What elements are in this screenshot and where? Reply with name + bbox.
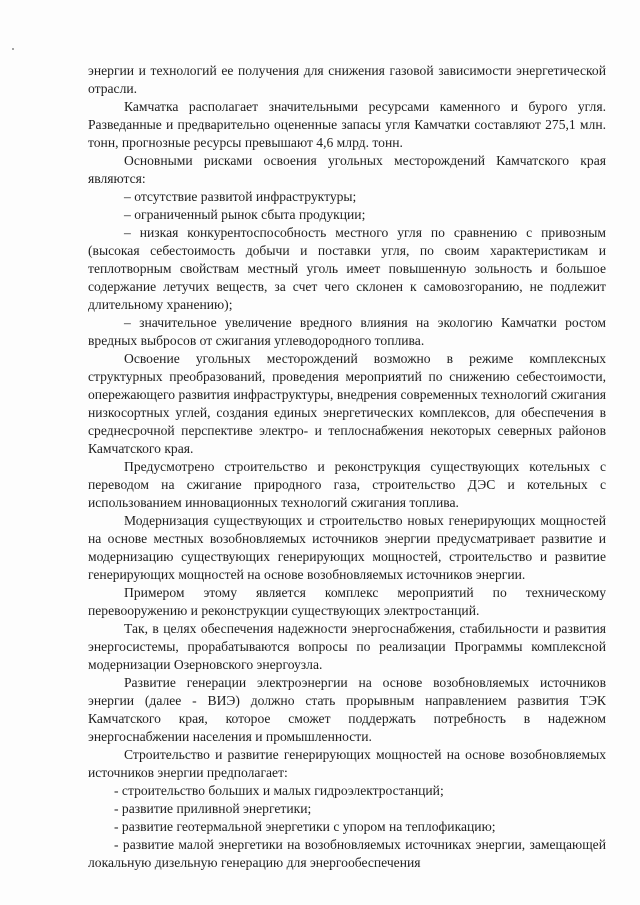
paragraph-risks-intro: Основными рисками освоения угольных месторождений Камчатского края являются:: [88, 153, 606, 186]
paragraph-renewables-intro: Строительство и развитие генерирующих мощностей на основе возобновляемых источников энергии предполагает:: [88, 747, 606, 780]
paragraph-continuation: энергии и технологий ее получения для снижения газовой зависимости энергетической отрасли.: [88, 63, 606, 96]
list-item-risk-competitiveness: – низкая конкурентоспособность местного угля по сравнению с привозным (высокая себестоимость добычи и поставки угля, по своим характеристикам и теплотворным свойствам местный уголь имеет повышенную зольность и большое содержание летучих веществ, за счет чего склонен к самовозгоранию, не подлежит длительному хранению);: [88, 225, 606, 312]
body-text: [88, 62, 606, 872]
list-item-tidal: - развитие приливной энергетики;: [114, 801, 312, 816]
scan-speck: [12, 48, 14, 50]
paragraph-coal-development: Освоение угольных месторождений возможно в режиме комплексных структурных преобразований, проведения мероприятий по снижению себестоимости, опережающего развития инфраструктуры, внедрения современных технологий сжигания низкосортных углей, создания единых энергетических комплексов, для обеспечения в среднесрочной перспективе электро- и теплоснабжения некоторых северных районов Камчатского края.: [88, 351, 606, 456]
paragraph-ozernovsky: Так, в целях обеспечения надежности энергоснабжения, стабильности и развития энергосистемы, прорабатываются вопросы по реализации Программы комплексной модернизации Озерновского энергоузла.: [88, 621, 606, 672]
list-item-risk-ecology: – значительное увеличение вредного влияния на экологию Камчатки ростом вредных выбросов от сжигания углеводородного топлива.: [88, 315, 606, 348]
list-item-risk-market: – ограниченный рынок сбыта продукции;: [124, 207, 366, 222]
paragraph-modernization: Модернизация существующих и строительство новых генерирующих мощностей на основе местных возобновляемых источников энергии предусматривает развитие и модернизацию существующих генерирующих мощностей, строительство и развитие генерирующих мощностей на основе возобновляемых источников энергии.: [88, 513, 606, 582]
paragraph-renewables: Развитие генерации электроэнергии на основе возобновляемых источников энергии (далее - ВИЭ) должно стать прорывным направлением развития ТЭК Камчатского края, которое сможет поддержать потребность в надежном энергоснабжении населения и промышленности.: [88, 675, 606, 744]
paragraph-boiler-construction: Предусмотрено строительство и реконструкция существующих котельных с переводом на сжигание природного газа, строительство ДЭС и котельных с использованием инновационных технологий сжигания топлива.: [88, 459, 606, 510]
list-item-small-energy: - развитие малой энергетики на возобновляемых источниках энергии, замещающей локальную дизельную генерацию для энергообеспечения: [88, 837, 606, 870]
paragraph-example: Примером этому является комплекс мероприятий по техническому перевооружению и реконструкции существующих электростанций.: [88, 585, 606, 618]
list-item-geothermal: - развитие геотермальной энергетики с упором на теплофикацию;: [114, 819, 496, 834]
list-item-hydro: - строительство больших и малых гидроэлектростанций;: [114, 783, 444, 798]
paragraph-coal-resources: Камчатка располагает значительными ресурсами каменного и бурого угля. Разведанные и предварительно оцененные запасы угля Камчатки составляют 275,1 млн. тонн, прогнозные ресурсы превышают 4,6 млрд. тонн.: [88, 99, 606, 150]
list-item-risk-infrastructure: – отсутствие развитой инфраструктуры;: [124, 189, 357, 204]
